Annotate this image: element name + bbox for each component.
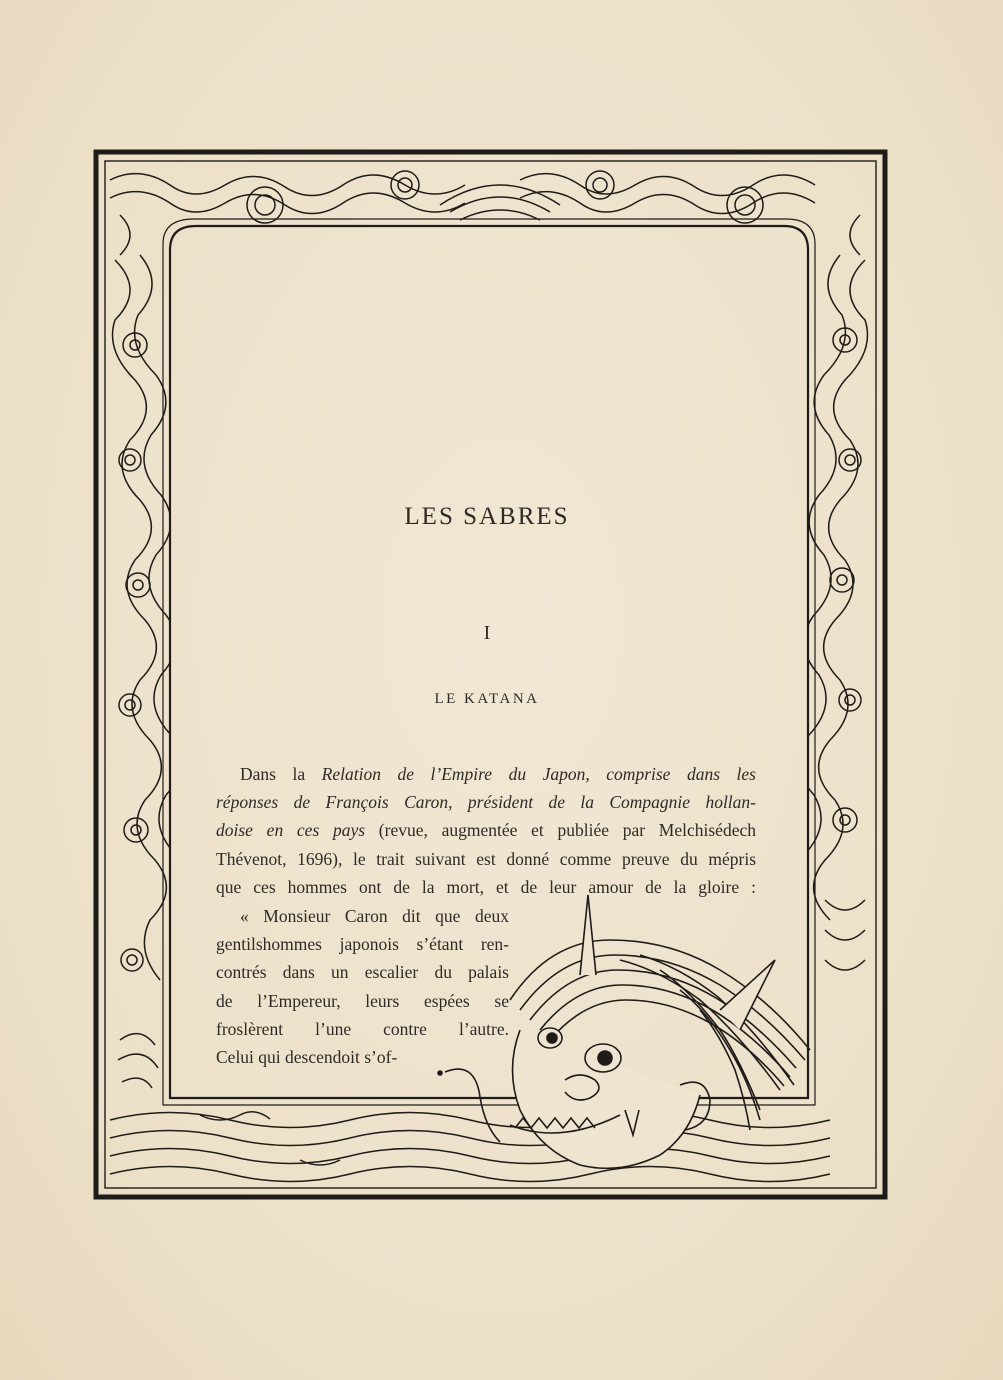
body-line-2 <box>216 791 756 813</box>
body-line-3-rest: (revue, augmentée et publiée par Melchisédech <box>365 820 756 840</box>
section-title: LE KATANA <box>434 691 540 707</box>
body-line-5: que ces hommes ont de la mort, et de leur amour de la gloire : <box>216 877 756 897</box>
body-line-7: gentilshommes japonois s’étant ren- <box>216 934 509 954</box>
body-line-11: Celui qui descendoit s’of- <box>216 1047 398 1067</box>
body-line-10: froslèrent l’une contre l’autre. <box>216 1019 509 1039</box>
body-line-1-start: Dans la <box>240 764 322 784</box>
body-line-1-italic: Relation de l’Empire du Japon, comprise dans les <box>321 764 756 784</box>
body-line-4: Thévenot, 1696), le trait suivant est donné comme preuve du mépris <box>216 849 756 869</box>
top-cloud-band <box>110 171 860 261</box>
body-line-3-italic: doise en ces pays <box>216 820 366 840</box>
body-line-3 <box>216 819 756 841</box>
bottom-wave-band <box>110 1112 830 1182</box>
chapter-numeral: I <box>483 622 491 644</box>
body-line-8: contrés dans un escalier du palais <box>216 962 509 982</box>
body-line-2-italic: réponses de François Caron, président de la Compagnie hollan- <box>216 792 756 812</box>
left-cloud-column <box>113 255 186 1088</box>
body-line-9: de l’Empereur, leurs espées se <box>216 991 509 1011</box>
body-line-1 <box>216 763 756 785</box>
body-line-6: « Monsieur Caron dit que deux <box>240 906 509 926</box>
page-title: LES SABRES <box>404 503 570 530</box>
right-cloud-column <box>799 255 867 970</box>
outer-border-line <box>96 152 885 1197</box>
